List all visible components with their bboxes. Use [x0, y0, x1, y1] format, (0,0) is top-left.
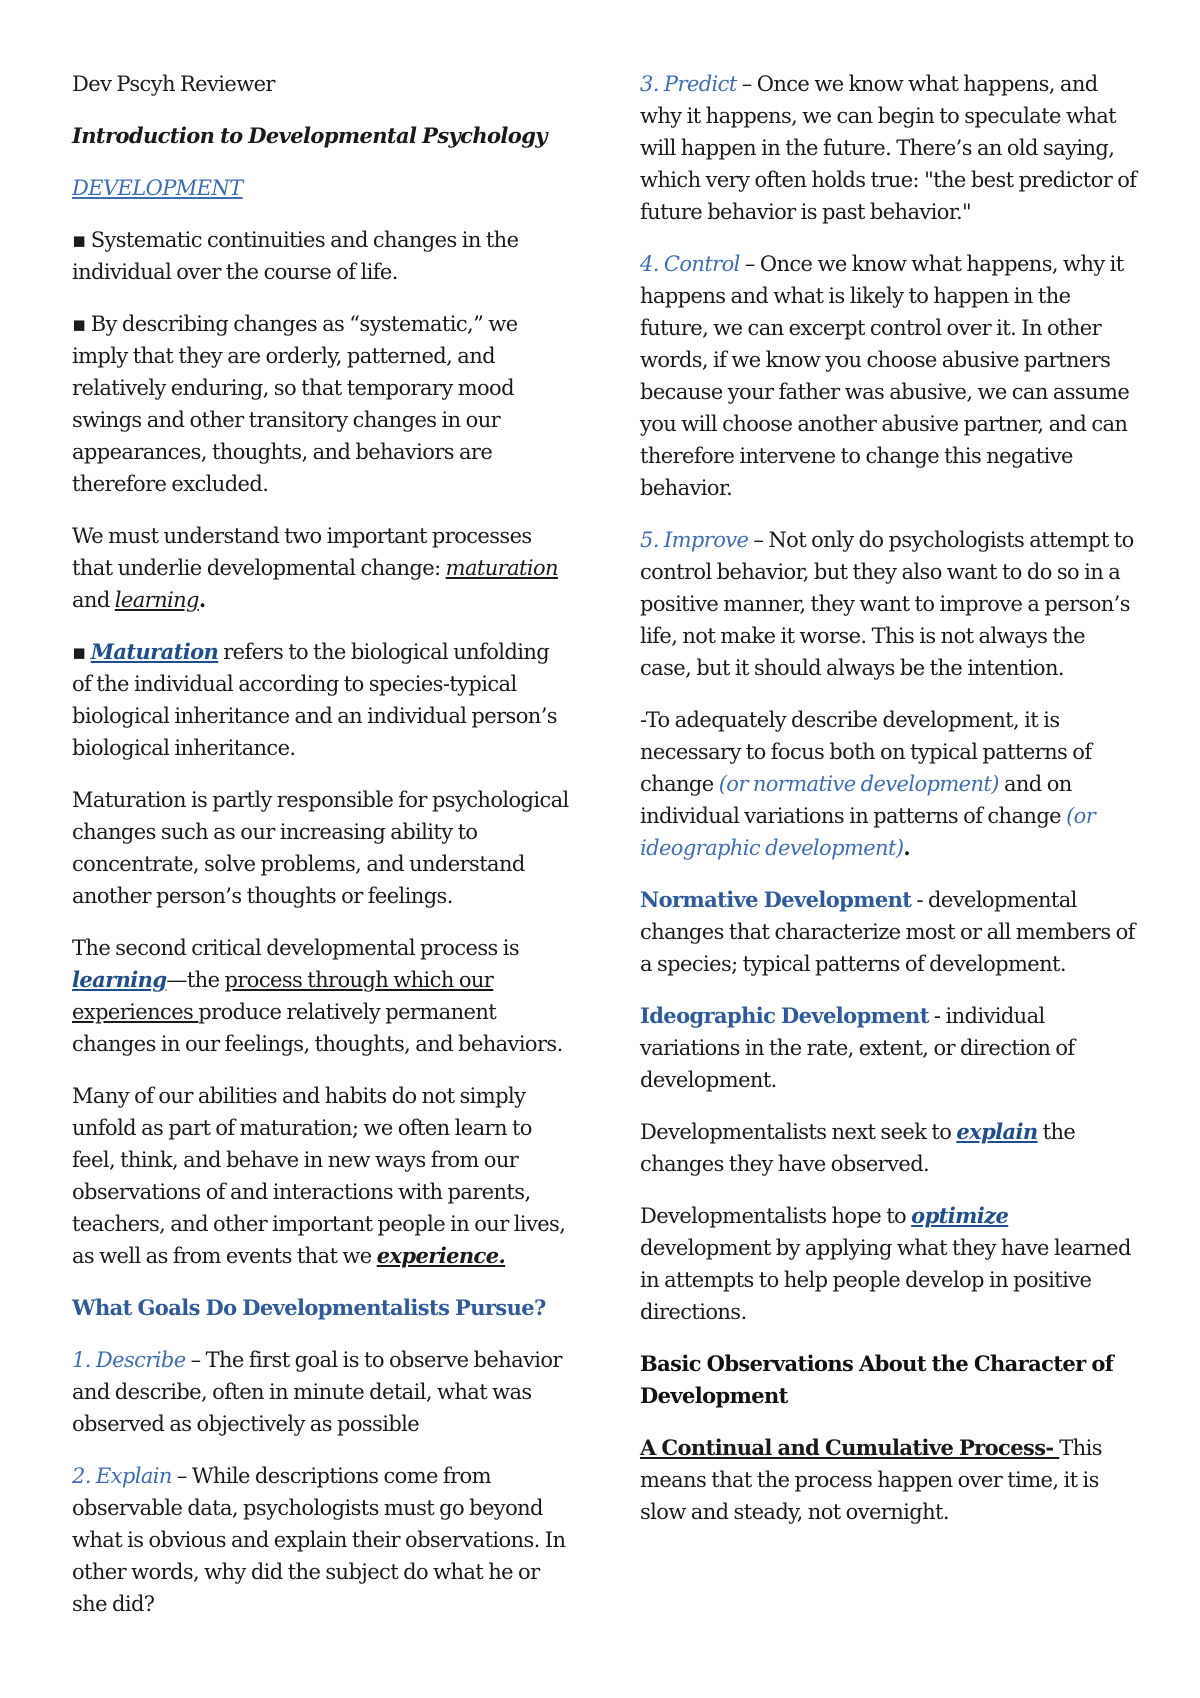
abilities-paragraph: Many of our abilities and habits do not simply unfold as part of maturation; we often learn to feel, think, and behave in new ways from our observations of and interactions with parents, teachers, and other important people in our lives, as well as from events that we experience.: [72, 1084, 566, 1268]
development-bullet-1: ▪ Systematic continuities and changes in the individual over the course of life.: [72, 228, 519, 284]
development-bullet-2: ▪ By describing changes as “systematic,” we imply that they are orderly, patterned, and relatively enduring, so that temporary mood swings and other transitory changes in our appearances, thoughts, and behaviors are therefore excluded.: [72, 312, 518, 496]
maturation-definition: ▪ Maturation refers to the biological unfolding of the individual according to species-typical biological inheritance and an individual person’s biological inheritance.: [72, 639, 557, 760]
right-column: [640, 68, 1140, 1548]
optimize-paragraph: Developmentalists hope to optimize development by applying what they have learned in attempts to help people develop in positive directions.: [640, 1203, 1131, 1324]
goal-explain: 2. Explain – While descriptions come from observable data, psychologists must go beyond what is obvious and explain their observations. In other words, why did the subject do what he or she did?: [72, 1464, 566, 1616]
document-title: Dev Pscyh Reviewer: [72, 72, 275, 96]
maturation-paragraph: Maturation is partly responsible for psychological changes such as our increasing ability to concentrate, solve problems, and understand another person’s thoughts or feelings.: [72, 788, 569, 908]
explain-link[interactable]: explain: [956, 1119, 1038, 1144]
describe-development-paragraph: -To adequately describe development, it is necessary to focus both on typical patterns of change (or normative development) and on individual variations in patterns of change (or ideographic development).: [640, 708, 1096, 860]
goal-label: 4. Control: [640, 252, 740, 276]
ideographic-development: Ideographic Development - individual variations in the rate, extent, or direction of development.: [640, 1003, 1075, 1092]
basic-observations-heading: Basic Observations About the Character of Development: [640, 1351, 1114, 1408]
goal-describe: 1. Describe – The first goal is to observe behavior and describe, often in minute detail, what was observed as objectively as possible: [72, 1348, 562, 1436]
continual-process-paragraph: A Continual and Cumulative Process- This means that the process happen over time, it is slow and steady, not overnight.: [640, 1435, 1102, 1524]
section-subtitle: Introduction to Developmental Psychology: [72, 123, 547, 148]
optimize-link[interactable]: optimize: [911, 1203, 1009, 1228]
experience-term: experience.: [376, 1243, 506, 1268]
goal-label: 2. Explain: [72, 1464, 172, 1488]
maturation-link[interactable]: Maturation: [90, 639, 219, 664]
development-link[interactable]: DEVELOPMENT: [72, 176, 243, 200]
maturation-term: maturation: [445, 556, 558, 580]
learning-link[interactable]: learning: [72, 967, 167, 992]
processes-paragraph: We must understand two important processes that underlie developmental change: maturation and learning.: [72, 524, 558, 612]
left-column: [72, 68, 572, 1640]
learning-paragraph: The second critical developmental process is learning—the process through which our experiences produce relatively permanent changes in our feelings, thoughts, and behaviors.: [72, 936, 563, 1056]
goal-label: 1. Describe: [72, 1348, 186, 1372]
goal-control: 4. Control – Once we know what happens, why it happens and what is likely to happen in the future, we can excerpt control over it. In other words, if we know you choose abusive partners because your father was abusive, we can assume you will choose another abusive partner, and can therefore intervene to change this negative behavior.: [640, 252, 1130, 500]
goal-label: 5. Improve: [640, 528, 749, 552]
explain-paragraph: Developmentalists next seek to explain the changes they have observed.: [640, 1119, 1076, 1176]
normative-development: Normative Development - developmental changes that characterize most or all members of a species; typical patterns of development.: [640, 887, 1135, 976]
goal-improve: 5. Improve – Not only do psychologists attempt to control behavior, but they also want to do so in a positive manner, they want to improve a person’s life, not make it worse. This is not always the case, but it should always be the intention.: [640, 528, 1134, 680]
goal-label: 3. Predict: [640, 72, 737, 96]
goals-heading: What Goals Do Developmentalists Pursue?: [72, 1295, 546, 1320]
learning-term: learning: [114, 588, 199, 612]
goal-predict: 3. Predict – Once we know what happens, and why it happens, we can begin to speculate what will happen in the future. There’s an old saying, which very often holds true: "the best predictor of future behavior is past behavior.": [640, 72, 1137, 224]
